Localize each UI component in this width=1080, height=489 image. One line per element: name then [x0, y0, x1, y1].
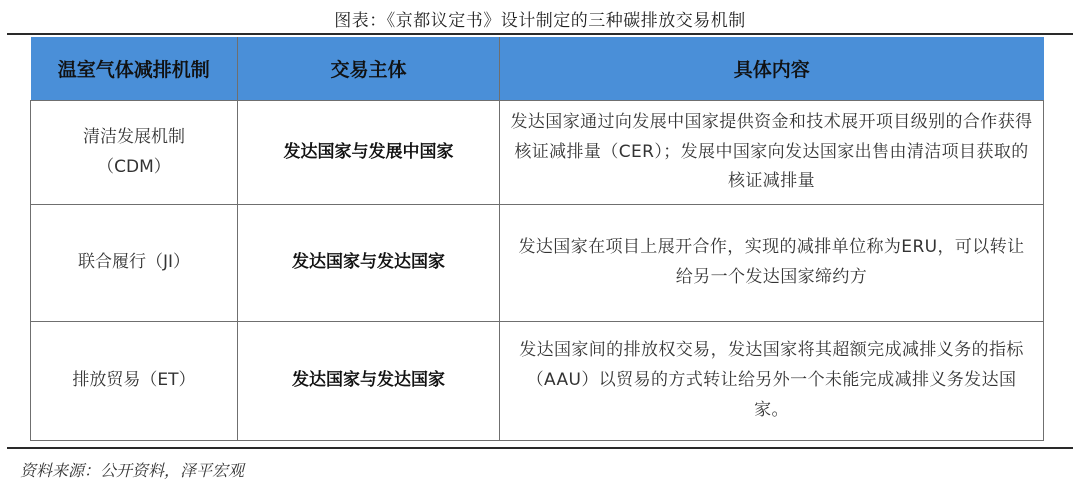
- header-parties: 交易主体: [238, 37, 500, 101]
- mechanism-name: 清洁发展机制: [83, 126, 185, 147]
- content-cell: 发达国家在项目上展开合作，实现的减排单位称为ERU，可以转让给另一个发达国家缔约方: [500, 205, 1044, 322]
- content-cell: 发达国家通过向发展中国家提供资金和技术展开项目级别的合作获得核证减排量（CER）；发展中国家向发达国家出售由清洁项目获取的核证减排量: [500, 101, 1044, 205]
- header-mechanism: 温室气体减排机制: [31, 37, 238, 101]
- source-note: 资料来源：公开资料，泽平宏观: [20, 461, 245, 480]
- parties-cell: 发达国家与发达国家: [238, 205, 500, 322]
- mechanism-cell: [31, 101, 238, 205]
- emission-mechanism-table: [30, 37, 1044, 441]
- mechanism-cell: [31, 205, 238, 322]
- table-row: [31, 205, 1044, 322]
- table-header-row: [31, 37, 1044, 101]
- table-row: [31, 101, 1044, 205]
- mechanism-cell: [31, 322, 238, 441]
- mechanism-abbr: （CDM）: [97, 156, 171, 177]
- parties-cell: 发达国家与发达国家: [238, 322, 500, 441]
- parties-cell: 发达国家与发展中国家: [238, 101, 500, 205]
- content-cell: 发达国家间的排放权交易，发达国家将其超额完成减排义务的指标（AAU）以贸易的方式转让给另外一个未能完成减排义务发达国家。: [500, 322, 1044, 441]
- mechanism-name: 联合履行（JI）: [77, 252, 191, 273]
- top-rule: [7, 33, 1073, 35]
- figure-caption: 图表：《京都议定书》设计制定的三种碳排放交易机制: [334, 11, 746, 31]
- table-row: [31, 322, 1044, 441]
- header-content: 具体内容: [500, 37, 1044, 101]
- mechanism-name: 排放贸易（ET）: [72, 370, 196, 391]
- bottom-rule: [7, 447, 1073, 449]
